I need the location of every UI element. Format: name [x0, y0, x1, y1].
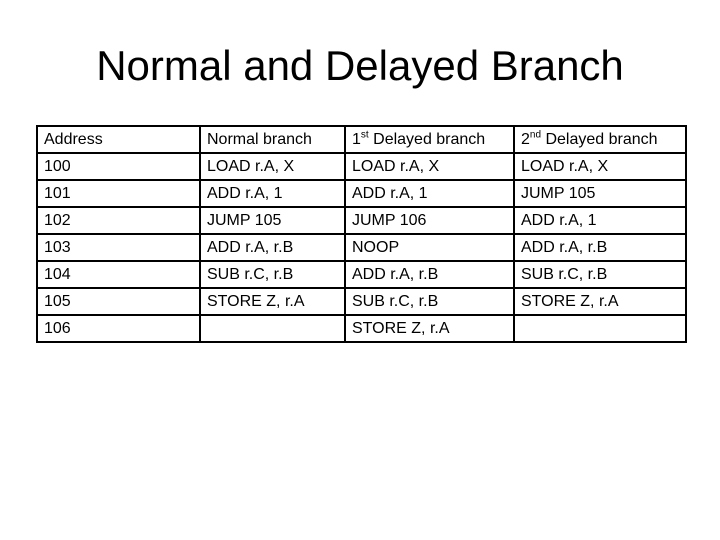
second-delayed-cell: STORE Z, r.A	[514, 288, 686, 315]
header-text: Address	[44, 131, 103, 148]
table-row	[37, 153, 686, 180]
slide-title: Normal and Delayed Branch	[96, 42, 624, 89]
branch-comparison-table	[36, 125, 687, 343]
header-text-rest: Delayed branch	[368, 131, 486, 148]
address-cell: 100	[37, 153, 200, 180]
first-delayed-cell: SUB r.C, r.B	[345, 288, 514, 315]
first-delayed-cell: ADD r.A, 1	[345, 180, 514, 207]
ordinal-superscript: st	[360, 129, 369, 141]
header-text: Normal branch	[207, 131, 312, 148]
table-header-row	[37, 126, 686, 153]
second-delayed-cell: ADD r.A, 1	[514, 207, 686, 234]
ordinal-superscript: nd	[529, 129, 542, 141]
header-cell-first-delayed-branch	[345, 126, 514, 153]
second-delayed-cell: JUMP 105	[514, 180, 686, 207]
first-delayed-cell: ADD r.A, r.B	[345, 261, 514, 288]
header-cell-normal-branch	[200, 126, 345, 153]
normal-branch-cell: ADD r.A, 1	[200, 180, 345, 207]
address-cell: 101	[37, 180, 200, 207]
first-delayed-cell: LOAD r.A, X	[345, 153, 514, 180]
header-text: 1	[352, 131, 361, 148]
first-delayed-cell: NOOP	[345, 234, 514, 261]
header-cell-second-delayed-branch	[514, 126, 686, 153]
normal-branch-cell: JUMP 105	[200, 207, 345, 234]
table-row	[37, 207, 686, 234]
header-text-rest: Delayed branch	[541, 131, 658, 148]
second-delayed-cell: ADD r.A, r.B	[514, 234, 686, 261]
normal-branch-cell	[200, 315, 345, 342]
first-delayed-cell: STORE Z, r.A	[345, 315, 514, 342]
address-cell: 105	[37, 288, 200, 315]
second-delayed-cell	[514, 315, 686, 342]
table-row	[37, 234, 686, 261]
address-cell: 106	[37, 315, 200, 342]
table-row	[37, 180, 686, 207]
header-cell-address	[37, 126, 200, 153]
first-delayed-cell: JUMP 106	[345, 207, 514, 234]
normal-branch-cell: SUB r.C, r.B	[200, 261, 345, 288]
address-cell: 103	[37, 234, 200, 261]
address-cell: 102	[37, 207, 200, 234]
table-row	[37, 261, 686, 288]
normal-branch-cell: ADD r.A, r.B	[200, 234, 345, 261]
header-text: 2	[521, 131, 530, 148]
second-delayed-cell: SUB r.C, r.B	[514, 261, 686, 288]
address-cell: 104	[37, 261, 200, 288]
table-row	[37, 315, 686, 342]
second-delayed-cell: LOAD r.A, X	[514, 153, 686, 180]
normal-branch-cell: LOAD r.A, X	[200, 153, 345, 180]
table-row	[37, 288, 686, 315]
normal-branch-cell: STORE Z, r.A	[200, 288, 345, 315]
